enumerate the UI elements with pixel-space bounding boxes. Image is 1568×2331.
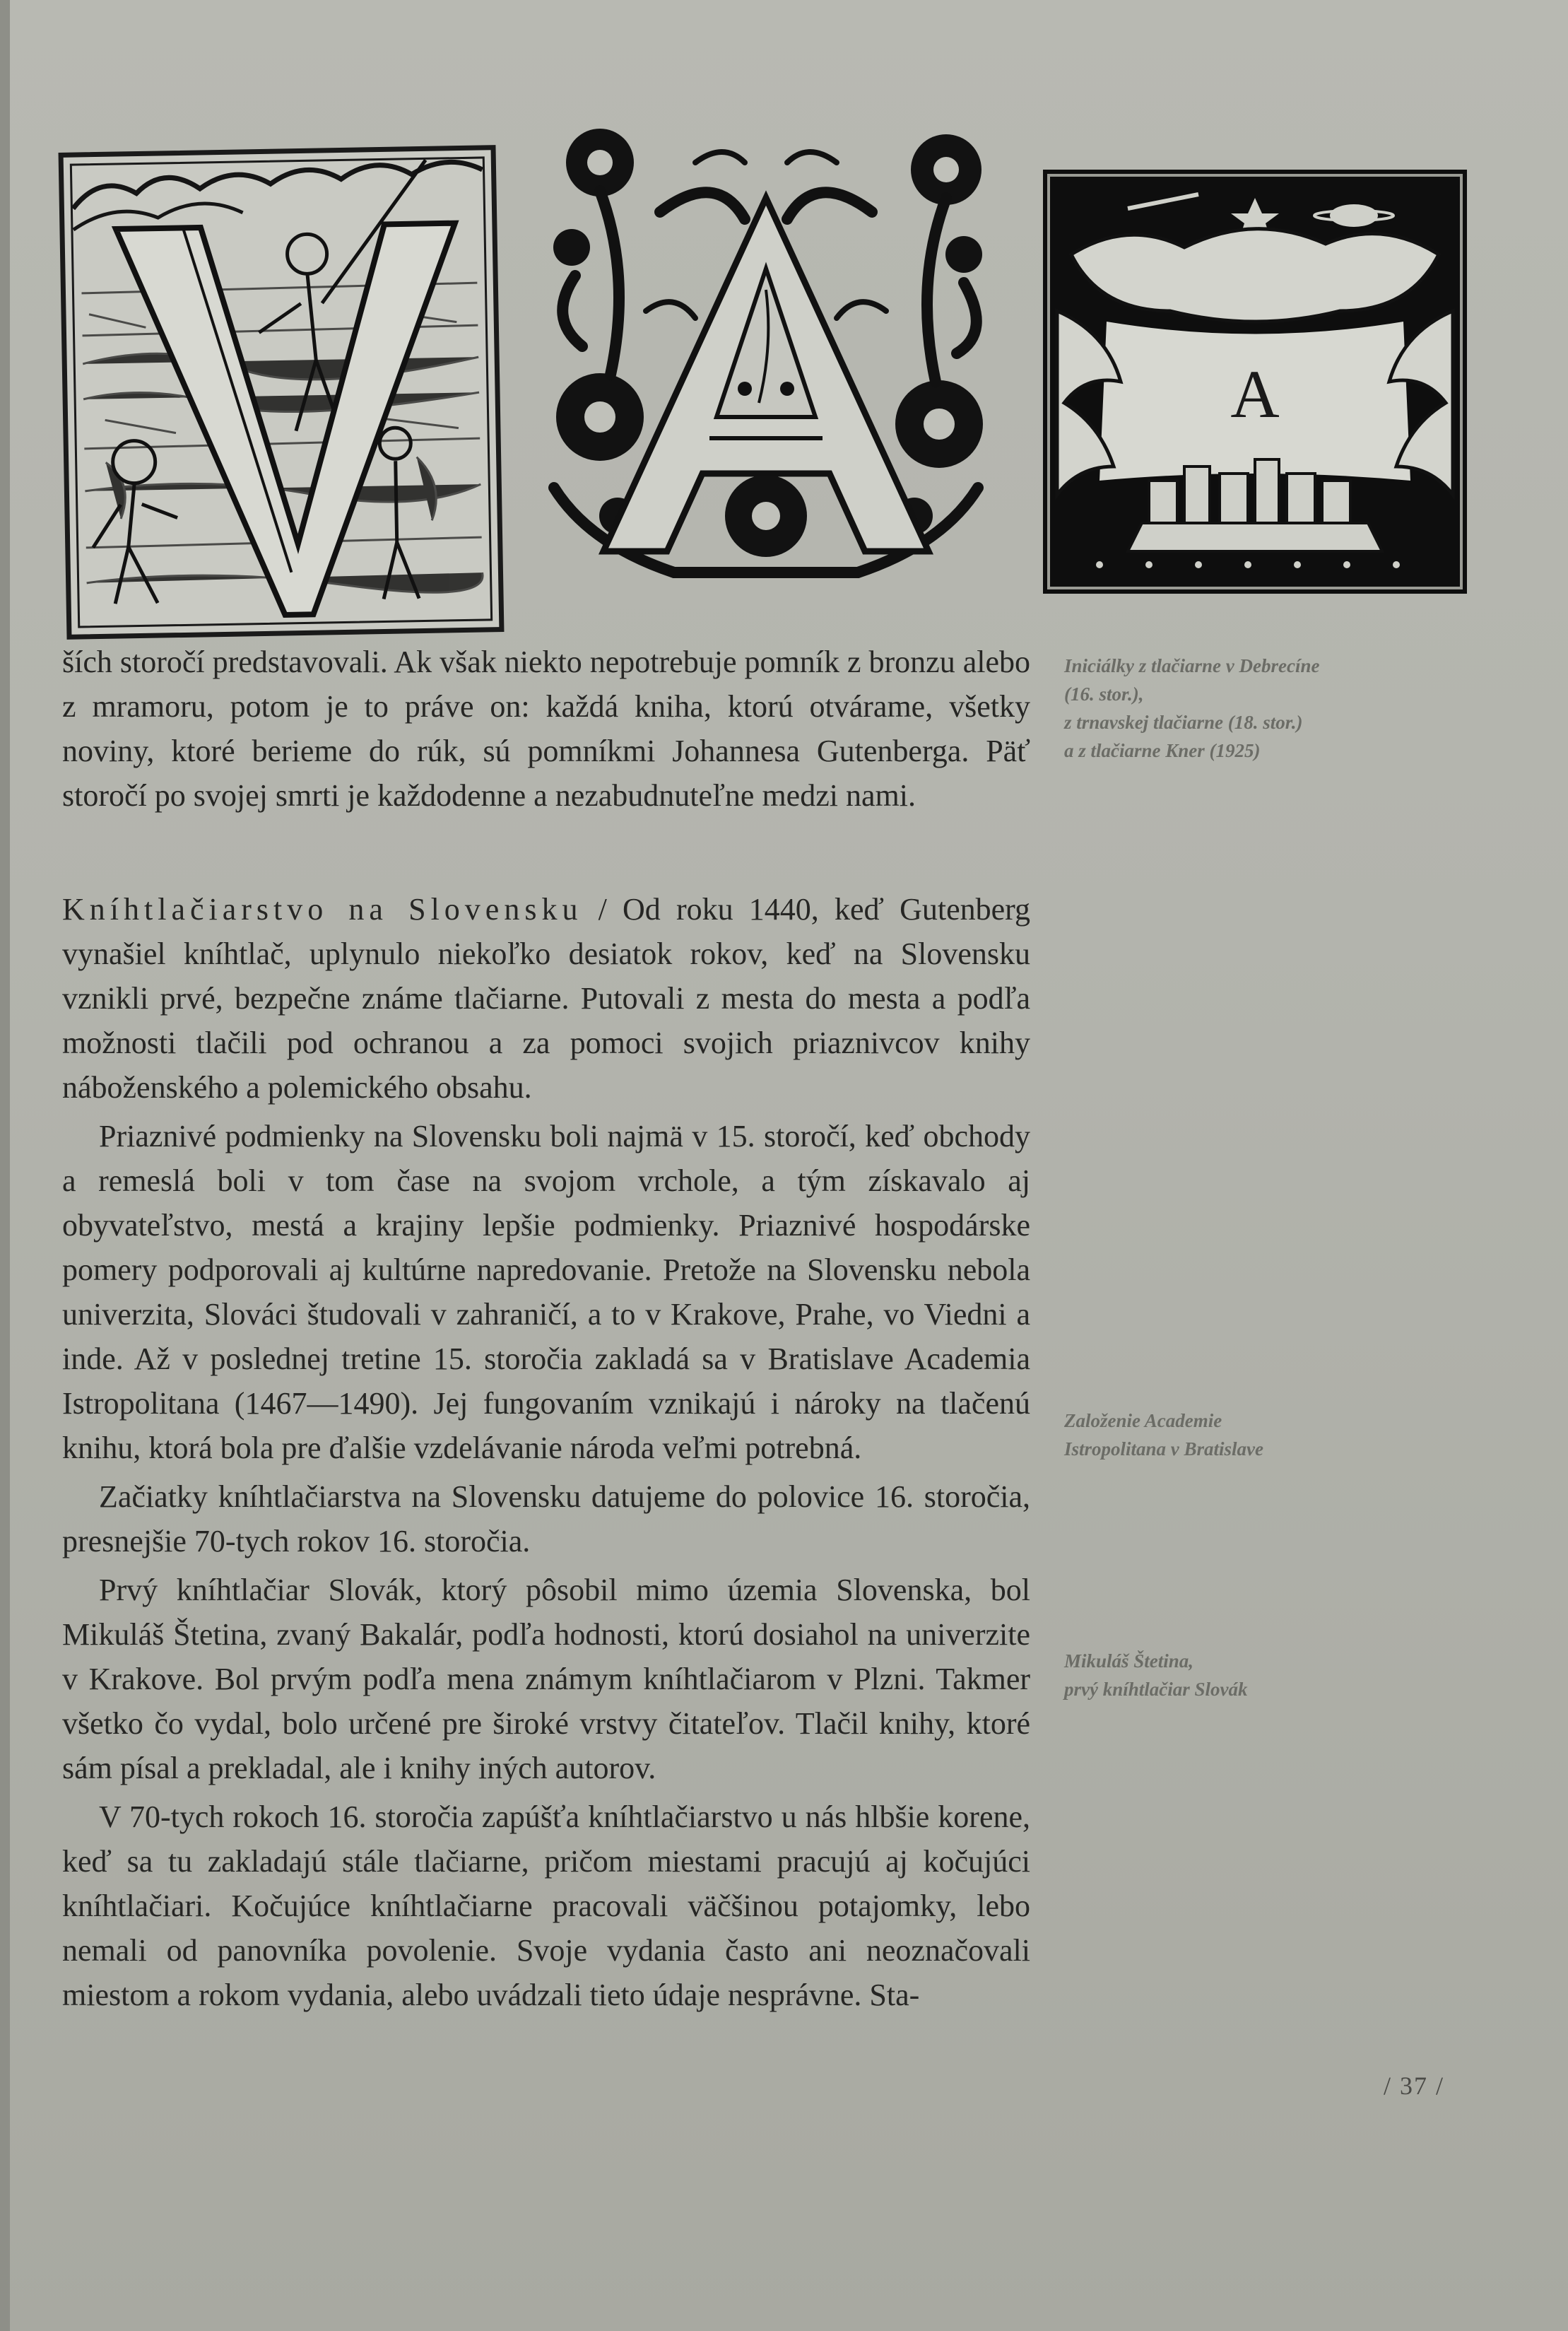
section-heading: Kníhtlačiarstvo na Slovensku [62, 892, 583, 927]
caption-line: prvý kníhtlačiar Slovák [1064, 1679, 1248, 1700]
academia-caption [1064, 1407, 1474, 1463]
caption-line: Istropolitana v Bratislave [1064, 1438, 1264, 1460]
section-paragraph-2: Priaznivé podmienky na Slovensku boli najmä v 15. storočí, keď obchody a remeslá boli v tom čase na svojom vrchole, a tým získavalo aj obyvateľstvo, mestá a krajiny lepšie podmienky. Priaznivé hospodárske pomery podporovali aj kultúrne napredovanie. Pretože na Slovensku nebola univerzita, Slováci študovali v zahraničí, a to v Krakove, Prahe, vo Viedni a inde. Až v poslednej tretine 15. storočia zakladá sa v Bratislave Academia Istropolitana (1467—1490). Jej fungovaním vznikajú i nároky na tlačenú knihu, ktorá bola pre ďalšie vzdelávanie národa veľmi potrebná. [62, 1119, 1030, 1465]
page-edge [0, 0, 10, 2331]
framed-initial-a-image [1043, 170, 1467, 594]
floral-initial-a-image [533, 120, 999, 587]
section-text-block [62, 887, 1030, 2017]
section-paragraph-1: Od roku 1440, keď Gutenberg vynašiel kníhtlač, uplynulo niekoľko desiatok rokov, keď na Slovensku vznikli prvé, bezpečne známe tlačiarne. Putovali z mesta do mesta a podľa možnosti tlačili pod ochranou a za pomoci svojich priaznivcov knihy náboženského a polemického obsahu. [62, 892, 1030, 1105]
intro-paragraph: ších storočí predstavovali. Ak však niekto nepotrebuje pomník z bronzu alebo z mramoru, potom je to práve on: každá kniha, ktorú otvárame, všetky noviny, ktoré berieme do rúk, sú pomníkmi Johannesa Gutenberga. Päť storočí po svojej smrti je každodenne a nezabudnuteľne medzi nami. [62, 645, 1030, 813]
initial-a-framed-icon [1043, 170, 1467, 594]
initial-v-icon [58, 145, 505, 640]
section-paragraph-5: V 70-tych rokoch 16. storočia zapúšťa kníhtlačiarstvo u nás hlbšie korene, keď sa tu zakladajú stále tlačiarne, pričom miestami pracujú aj kočujúci kníhtlačiari. Kočujúce kníhtlačiarne pracovali väčšinou potajomky, lebo nemali od panovníka povolenie. Svoje vydania často ani neoznačovali miestom a rokom vydania, alebo uvádzali tieto údaje nesprávne. Sta- [62, 1799, 1030, 2012]
book-page [10, 0, 1568, 2331]
caption-line: a z tlačiarne Kner (1925) [1064, 740, 1261, 761]
caption-line: Založenie Academie [1064, 1410, 1222, 1431]
woodcut-initial-v-image [58, 145, 505, 640]
caption-line: (16. stor.), [1064, 683, 1144, 705]
caption-line: z trnavskej tlačiarne (18. stor.) [1064, 712, 1303, 733]
svg-text:A: A [1230, 356, 1280, 432]
caption-line: Iniciálky z tlačiarne v Debrecíne [1064, 655, 1320, 676]
section-heading-separator: / [582, 892, 623, 927]
intro-text-block [62, 640, 1030, 818]
section-paragraph-3: Začiatky kníhtlačiarstva na Slovensku datujeme do polovice 16. storočia, presnejšie 70-tych rokov 16. storočia. [62, 1479, 1030, 1558]
initial-a-floral-icon [533, 120, 999, 587]
section-first-paragraph [62, 887, 1030, 1110]
initials-caption [1064, 652, 1474, 765]
page-number: / 37 / [1384, 2072, 1445, 2100]
stetina-caption [1064, 1647, 1474, 1703]
caption-line: Mikuláš Štetina, [1064, 1650, 1194, 1672]
section-paragraph-4: Prvý kníhtlačiar Slovák, ktorý pôsobil mimo územia Slovenska, bol Mikuláš Štetina, zvaný Bakalár, podľa hodnosti, ktorú dosiahol na univerzite v Krakove. Bol prvým podľa mena známym kníhtlačiarom v Plzni. Takmer všetko čo vydal, bolo určené pre široké vrstvy čitateľov. Tlačil knihy, ktoré sám písal a prekladal, ale i knihy iných autorov. [62, 1573, 1030, 1785]
